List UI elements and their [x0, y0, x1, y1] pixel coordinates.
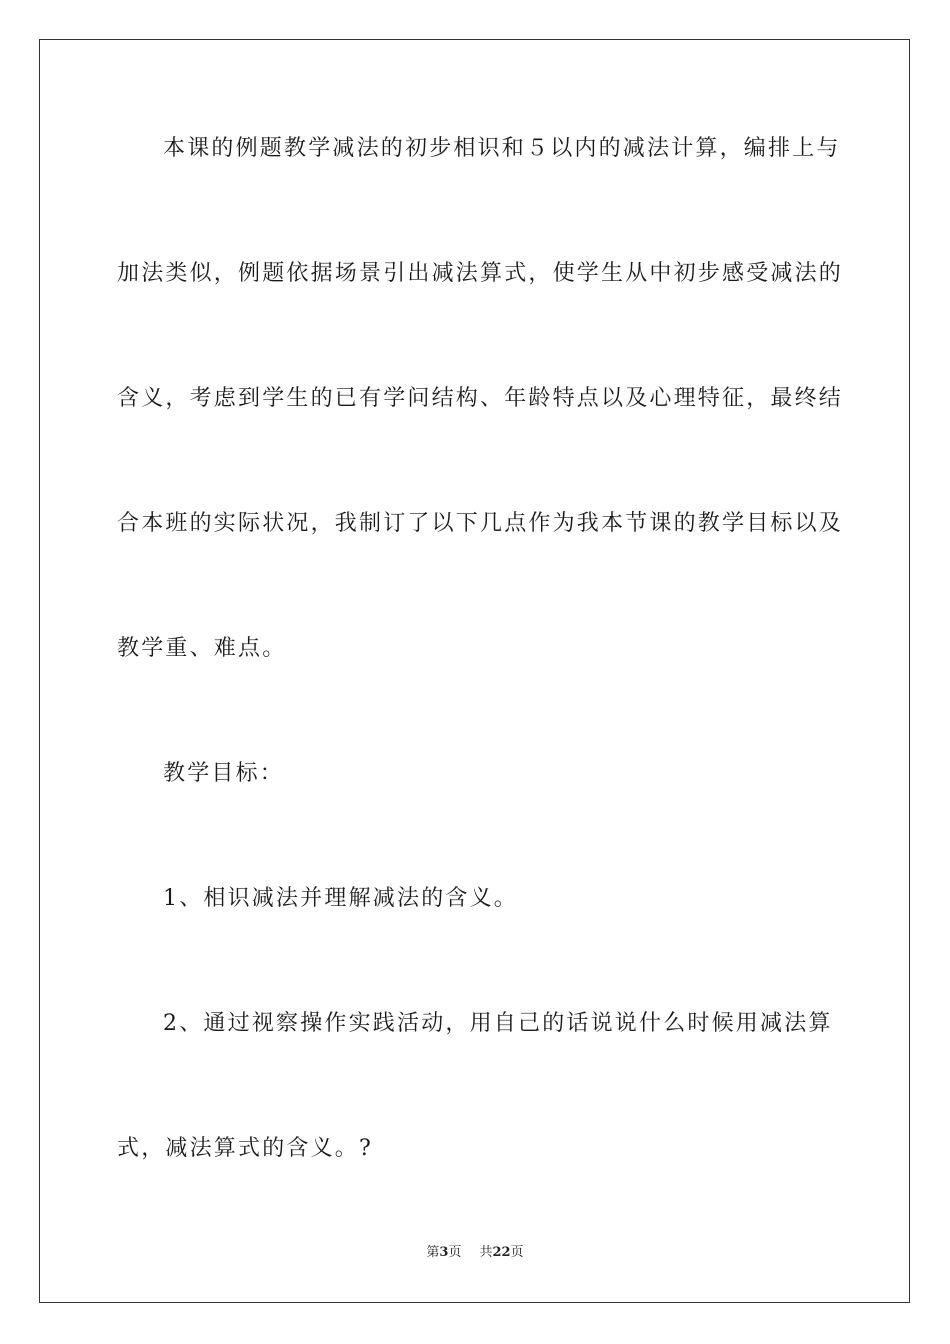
list-item: 2、通过视察操作实践活动，用自己的话说说什么时候用减法算	[163, 1011, 833, 1036]
page-prefix: 第	[426, 1245, 440, 1260]
total-suffix: 页	[510, 1245, 524, 1260]
page-border	[39, 39, 910, 1303]
paragraph-line: 合本班的实际状况，我制订了以下几点作为我本节课的教学目标以及	[117, 511, 844, 536]
section-heading: 教学目标：	[163, 761, 285, 786]
current-page-number: 3	[439, 1245, 449, 1260]
paragraph-line: 教学重、难点。	[117, 636, 287, 661]
paragraph-line: 本课的例题教学减法的初步相识和５以内的减法计算，编排上与	[163, 136, 841, 161]
page-suffix: 页	[448, 1245, 462, 1260]
list-item-continuation: 式，减法算式的含义。?	[117, 1136, 373, 1161]
total-page-number: 22	[492, 1245, 511, 1260]
paragraph-line: 含义，考虑到学生的已有学问结构、年龄特点以及心理特征，最终结	[117, 386, 844, 411]
list-item: 1、相识减法并理解减法的含义。	[163, 886, 518, 911]
page-footer	[0, 1244, 950, 1262]
paragraph-line: 加法类似，例题依据场景引出减法算式，使学生从中初步感受减法的	[117, 261, 844, 286]
total-prefix: 共	[479, 1245, 493, 1260]
